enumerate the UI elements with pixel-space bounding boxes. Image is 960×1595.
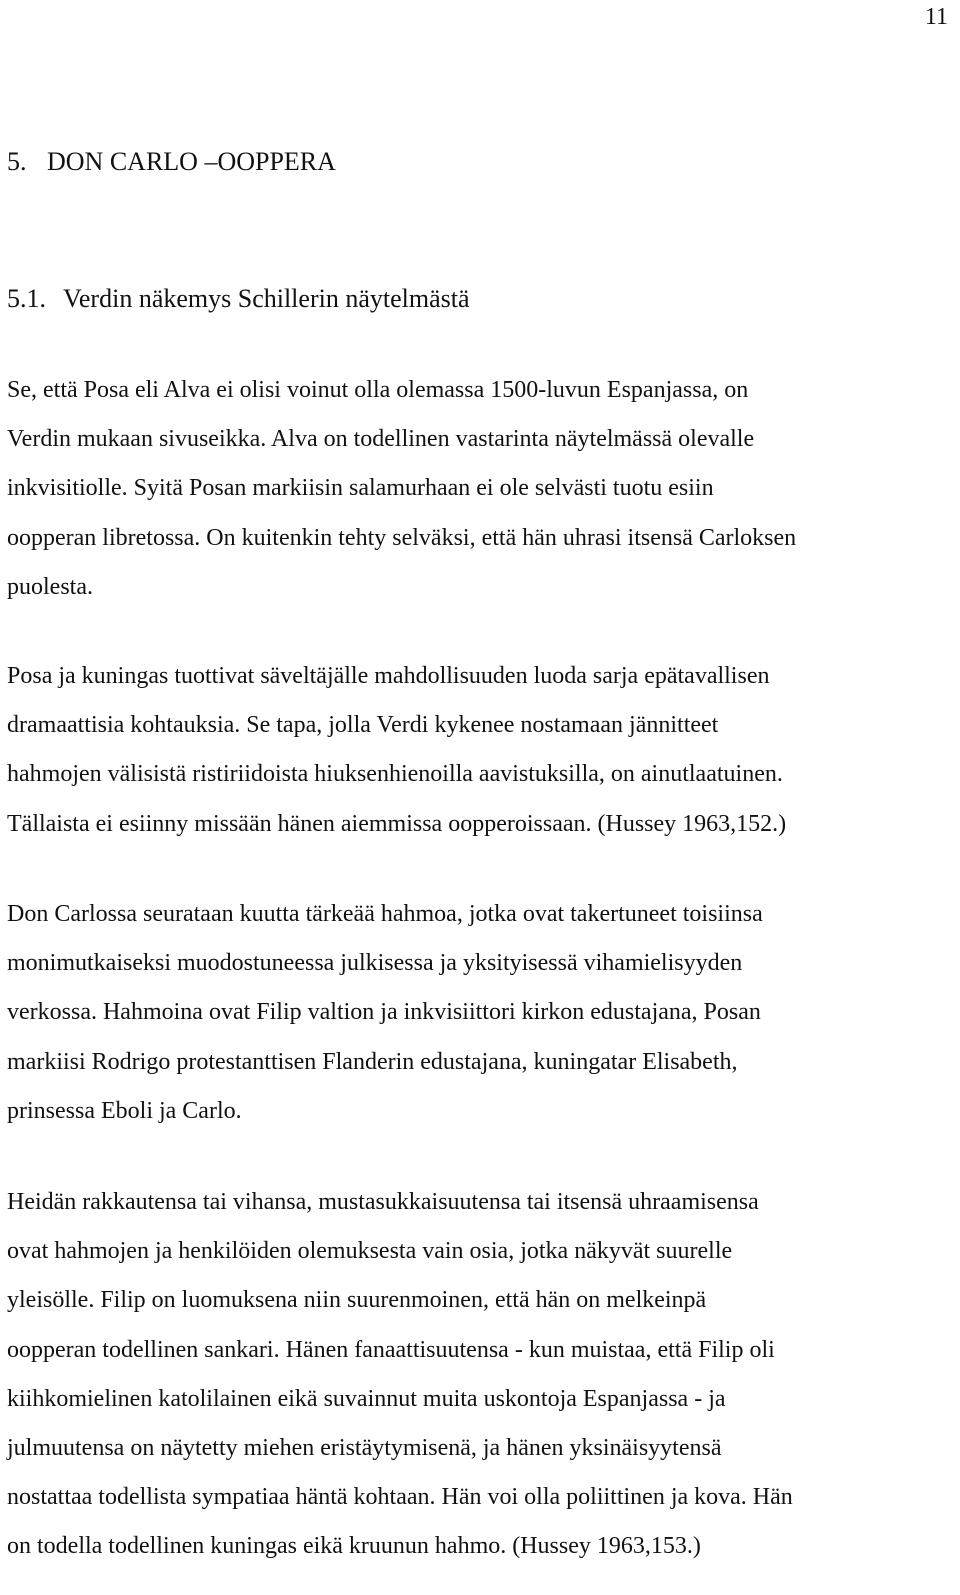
paragraph-line: hahmojen välisistä ristiriidoista hiuksenhienoilla aavistuksilla, on ainutlaatuinen. [7,761,783,788]
paragraph [7,366,947,612]
paragraph [7,652,947,849]
paragraph-line: julmuutensa on näytetty miehen eristäytymisenä, ja hänen yksinäisyytensä [7,1435,722,1462]
paragraph-line: dramaattisia kohtauksia. Se tapa, jolla Verdi kykenee nostamaan jännitteet [7,712,719,739]
paragraph-line: nostattaa todellista sympatiaa häntä kohtaan. Hän voi olla poliittinen ja kova. Hän [7,1484,793,1511]
chapter-number: 5. [7,147,27,176]
paragraph-line: oopperan todellinen sankari. Hänen fanaattisuutensa - kun muistaa, että Filip oli [7,1336,775,1363]
paragraph-line: prinsessa Eboli ja Carlo. [7,1097,242,1124]
section-heading [7,283,470,315]
paragraph-line: on todella todellinen kuningas eikä kruunun hahmo. (Hussey 1963,153.) [7,1533,701,1560]
paragraph-line: ovat hahmojen ja henkilöiden olemuksesta vain osia, jotka näkyvät suurelle [7,1238,733,1265]
paragraph-line: Tällaista ei esiinny missään hänen aiemmissa oopperoissaan. (Hussey 1963,152.) [7,810,787,837]
chapter-heading [7,146,336,178]
paragraph [7,890,947,1136]
paragraph-line: yleisölle. Filip on luomuksena niin suurenmoinen, että hän on melkeinpä [7,1287,707,1314]
paragraph-line: Posa ja kuningas tuottivat säveltäjälle mahdollisuuden luoda sarja epätavallisen [7,663,770,689]
paragraph-line: Don Carlossa seurataan kuutta tärkeää hahmoa, jotka ovat takertuneet toisiinsa [7,901,763,927]
chapter-title: DON CARLO –OOPPERA [47,147,336,176]
paragraph-line: verkossa. Hahmoina ovat Filip valtion ja inkvisiittori kirkon edustajana, Posan [7,999,761,1026]
paragraph [7,1178,947,1572]
paragraph-line: Se, että Posa eli Alva ei olisi voinut olla olemassa 1500-luvun Espanjassa, on [7,377,749,403]
paragraph-line: Heidän rakkautensa tai vihansa, mustasukkaisuutensa tai itsensä uhraamisensa [7,1189,759,1215]
page-number: 11 [924,4,948,30]
paragraph-line: oopperan libretossa. On kuitenkin tehty selväksi, että hän uhrasi itsensä Carloksen [7,524,797,551]
section-number: 5.1. [7,284,46,313]
paragraph-line: puolesta. [7,573,93,600]
section-title: Verdin näkemys Schillerin näytelmästä [63,284,470,313]
paragraph-line: Verdin mukaan sivuseikka. Alva on todellinen vastarinta näytelmässä olevalle [7,426,755,453]
paragraph-line: monimutkaiseksi muodostuneessa julkisessa ja yksityisessä vihamielisyyden [7,950,743,977]
paragraph-line: inkvisitiolle. Syitä Posan markiisin salamurhaan ei ole selvästi tuotu esiin [7,475,714,502]
paragraph-line: markiisi Rodrigo protestanttisen Flanderin edustajana, kuningatar Elisabeth, [7,1048,738,1075]
paragraph-line: kiihkomielinen katolilainen eikä suvainnut muita uskontoja Espanjassa - ja [7,1385,726,1412]
